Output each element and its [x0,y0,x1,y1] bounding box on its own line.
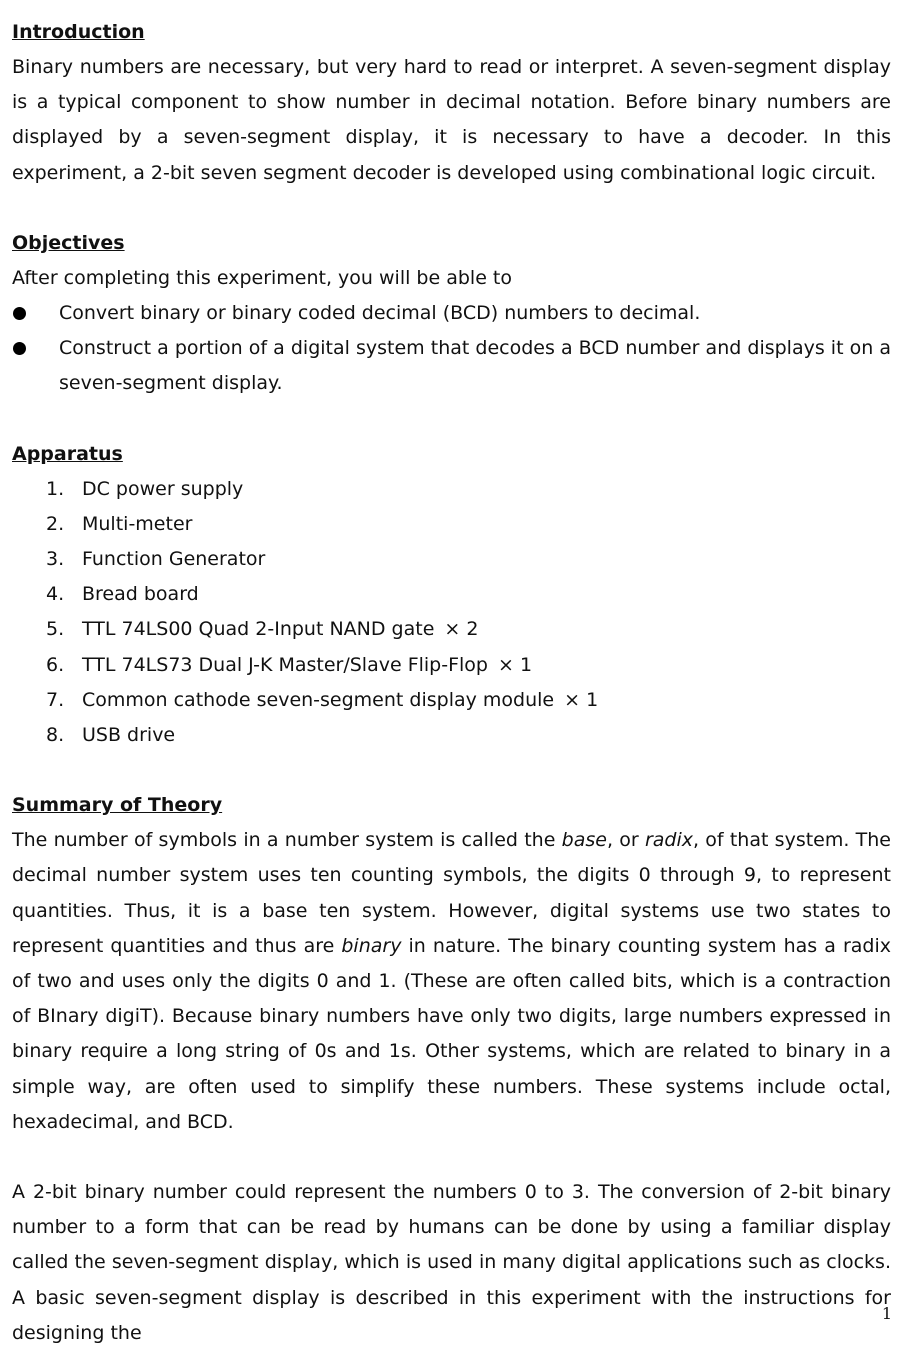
item-quantity: × 1 [498,653,533,676]
item-number: 1. [46,477,65,500]
page-number: 1 [881,1304,892,1323]
theory-heading: Summary of Theory [12,794,223,817]
item-number: 2. [46,512,65,535]
item-number: 8. [46,724,65,747]
theory-section [12,788,891,1351]
item-number: 4. [46,583,65,606]
bullet-dot-icon [13,307,26,320]
section-gap [12,753,891,788]
item-number: 5. [46,618,65,641]
item-text: TTL 74LS00 Quad 2-Input NAND gate [82,618,435,641]
apparatus-item [12,577,891,612]
apparatus-section [12,437,891,754]
apparatus-item [12,718,891,753]
apparatus-item [12,648,891,683]
item-text: Multi-meter [82,512,193,535]
document-page [12,15,891,1351]
apparatus-item [12,683,891,718]
item-text: Common cathode seven-segment display module [82,688,555,711]
section-gap [12,191,891,226]
objective-text: Construct a portion of a digital system that decodes a BCD number and displays it on a seven-segment display. [59,337,891,395]
text-run-italic: base [561,829,607,852]
item-quantity: × 2 [444,618,479,641]
bullet-dot-icon [13,342,26,355]
apparatus-list [12,472,891,754]
objective-item [12,331,891,401]
text-run-italic: radix [644,829,693,852]
text-run: The number of symbols in a number system is called the [12,829,562,852]
text-run-italic: binary [341,934,402,957]
apparatus-item [12,507,891,542]
introduction-heading: Introduction [12,21,145,43]
objective-item [12,296,891,331]
item-number: 6. [46,653,65,676]
section-gap [12,402,891,437]
item-text: DC power supply [82,477,244,500]
apparatus-item [12,542,891,577]
item-number: 3. [46,548,65,571]
apparatus-item [12,612,891,647]
theory-paragraph-2: A 2-bit binary number could represent the numbers 0 to 3. The conversion of 2-bit binary number to a form that can be read by humans can be done by using a familiar display called the seven-segment display, which is used in many digital applications such as clocks. A basic seven-segment display is described in this experiment with the instructions for designing the [12,1181,891,1344]
item-quantity: × 1 [564,688,599,711]
item-text: USB drive [82,724,176,747]
theory-paragraph-1 [12,823,891,1140]
item-number: 7. [46,688,65,711]
paragraph-gap [12,1140,891,1175]
text-run: , or [606,829,645,852]
item-text: TTL 74LS73 Dual J-K Master/Slave Flip-Flop [82,653,488,676]
objective-text: Convert binary or binary coded decimal (BCD) numbers to decimal. [59,302,701,325]
item-text: Function Generator [82,548,266,571]
introduction-section [12,15,891,191]
text-run: , of that system. The decimal number system uses ten counting symbols, the digits 0 through 9, to represent quantities. Thus, it is a base ten system. However, digital systems use two states to represent quantities and thus are [12,829,891,957]
item-text: Bread board [82,583,199,606]
objectives-heading: Objectives [12,231,125,254]
objectives-section [12,226,891,402]
objectives-lead: After completing this experiment, you will be able to [12,266,513,289]
apparatus-item [12,472,891,507]
objectives-list [12,296,891,402]
apparatus-heading: Apparatus [12,442,123,465]
introduction-text: Binary numbers are necessary, but very hard to read or interpret. A seven-segment display is a typical component to show number in decimal notation. Before binary numbers are displayed by a seven-segment display, it is necessary to have a decoder. In this experiment, a 2-bit seven segment decoder is developed using combinational logic circuit. [12,56,891,184]
text-run: in nature. The binary counting system has a radix of two and uses only the digits 0 and 1. (These are often called bits, which is a contraction of BInary digiT). Because binary numbers have only two digits, large numbers expressed in binary require a long string of 0s and 1s. Other systems, which are related to binary in a simple way, are often used to simplify these numbers. These systems include octal, hexadecimal, and BCD. [12,934,891,1133]
